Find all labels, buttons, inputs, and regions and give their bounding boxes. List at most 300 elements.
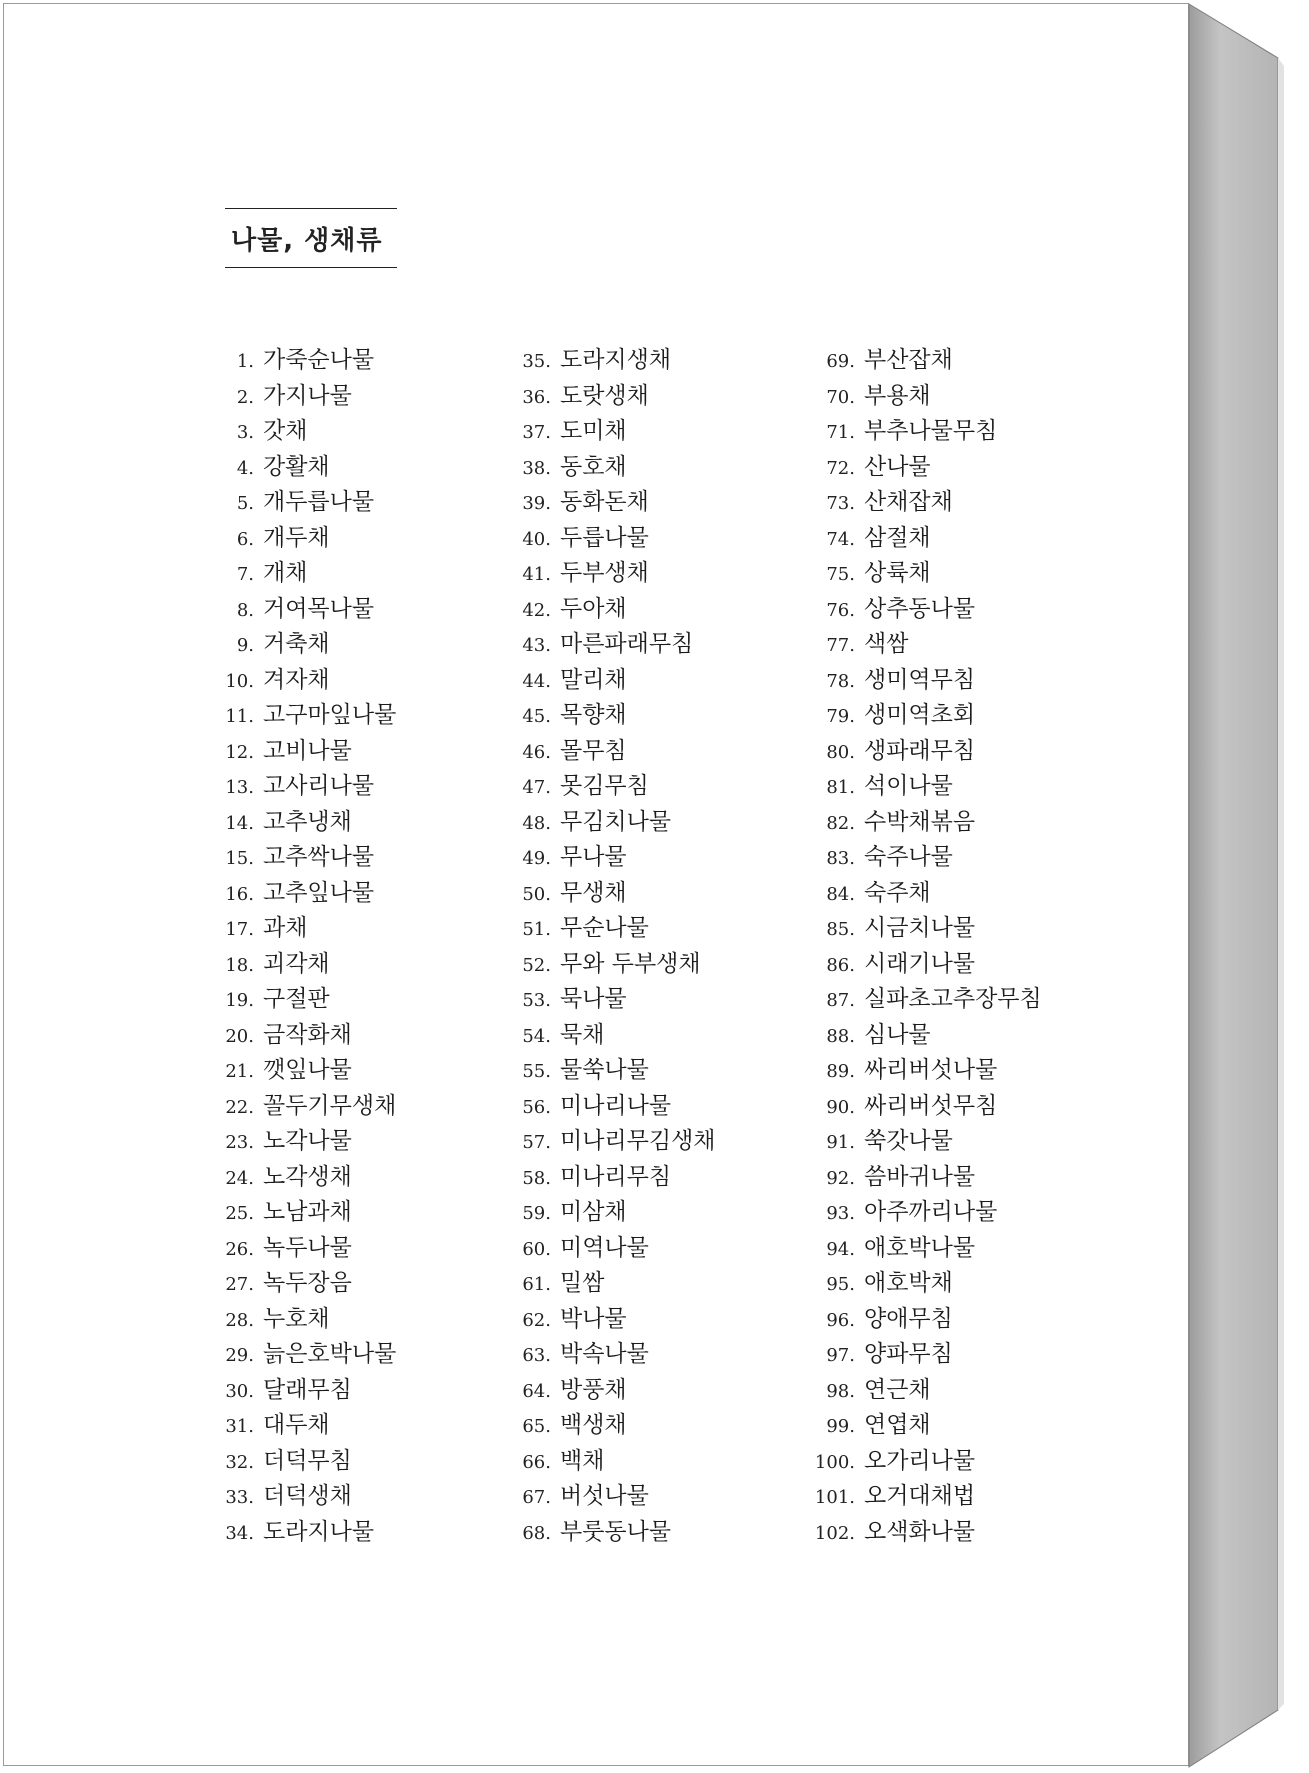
item-name: 고추잎나물 [263,879,375,906]
item-number: 41. [522,564,551,585]
item-name: 대두채 [263,1412,330,1438]
item-name: 동호채 [560,453,627,480]
item-name: 강활채 [263,453,330,480]
item-number: 91. [826,1132,855,1153]
item-name: 미삼채 [560,1199,627,1225]
list-item [215,521,396,557]
list-item [515,450,716,486]
item-number: 15. [225,848,254,869]
item-number: 6. [236,528,254,550]
item-number: 93. [826,1203,855,1224]
list-item [215,1231,396,1267]
item-name: 묵채 [560,1021,605,1048]
item-number: 20. [225,1025,254,1047]
list-item [515,592,716,628]
list-item [807,414,1042,450]
list-item [515,805,716,841]
item-name: 고구마잎나물 [263,702,397,728]
list-item [215,556,396,592]
item-number: 37. [522,422,551,443]
list-item [215,876,396,912]
item-name: 시래기나물 [864,950,976,977]
item-number: 16. [225,883,254,905]
item-name: 부산잡채 [864,347,953,373]
item-name: 실파초고추장무침 [864,986,1042,1012]
item-number: 99. [826,1416,855,1437]
item-number: 82. [826,812,855,834]
item-name: 깻잎나물 [263,1057,352,1083]
list-item [807,592,1042,628]
list-item [515,1266,716,1302]
item-number: 28. [225,1309,254,1331]
list-item [515,1053,716,1089]
list-item [515,627,716,663]
item-number: 30. [225,1380,254,1402]
item-name: 생미역초회 [864,702,976,728]
item-name: 고사리나물 [263,773,375,799]
item-name: 개두릅나물 [263,489,375,515]
item-number: 56. [522,1096,551,1118]
item-number: 81. [826,777,855,798]
list-item [807,1302,1042,1338]
list-item [215,592,396,628]
item-name: 미역나물 [560,1234,649,1261]
item-name: 녹두나물 [263,1234,352,1261]
list-item [515,414,716,450]
item-name: 무순나물 [560,915,649,941]
item-name: 늙은호박나물 [263,1341,397,1367]
list-item [515,1089,716,1125]
list-item [807,1408,1042,1444]
item-name: 도라지생채 [560,347,672,373]
item-number: 92. [826,1167,855,1189]
list-item [515,379,716,415]
item-number: 77. [826,635,855,656]
list-item [515,734,716,770]
list-item [515,1408,716,1444]
item-name: 박나물 [560,1305,627,1332]
item-number: 32. [225,1451,254,1473]
item-number: 34. [225,1522,254,1544]
list-item [215,840,396,876]
item-number: 62. [522,1309,551,1331]
item-number: 67. [522,1487,551,1508]
item-name: 상륙채 [864,560,931,586]
item-name: 무나물 [560,844,627,870]
item-name: 개채 [263,560,308,586]
item-name: 쑥갓나물 [864,1128,953,1154]
item-number: 46. [522,741,551,763]
list-item [215,1408,396,1444]
item-name: 고추냉채 [263,808,352,835]
item-name: 거여목나물 [263,595,375,622]
item-number: 94. [826,1238,855,1260]
item-name: 양애무침 [864,1305,953,1332]
list-item [515,1373,716,1409]
list-item [807,556,1042,592]
list-item [807,769,1042,805]
item-name: 몰무침 [560,737,627,764]
item-name: 백채 [560,1447,605,1474]
list-item [515,876,716,912]
item-number: 23. [225,1132,254,1153]
list-item [515,1515,716,1551]
list-item [807,485,1042,521]
list-item [215,1373,396,1409]
item-number: 11. [225,706,254,727]
item-number: 21. [225,1061,254,1082]
list-item [215,947,396,983]
list-item [215,1053,396,1089]
list-item [807,698,1042,734]
list-item [215,1089,396,1125]
item-number: 90. [826,1096,855,1118]
item-number: 69. [826,351,855,372]
item-name: 심나물 [864,1021,931,1048]
list-item [807,947,1042,983]
item-name: 더덕무침 [263,1447,352,1474]
item-name: 삼절채 [864,524,931,551]
item-name: 두부생채 [560,560,649,586]
item-name: 도랏생채 [560,382,649,409]
list-item [515,556,716,592]
item-number: 89. [826,1061,855,1082]
item-name: 연엽채 [864,1412,931,1438]
item-number: 84. [826,883,855,905]
list-item [515,485,716,521]
list-item [515,911,716,947]
item-name: 색쌈 [864,631,909,657]
item-name: 묵나물 [560,986,627,1012]
list-item [807,343,1042,379]
item-number: 61. [522,1274,551,1295]
item-name: 가지나물 [263,382,352,409]
list-item [215,1160,396,1196]
item-name: 오거대채법 [864,1483,976,1509]
item-name: 부추나물무침 [864,418,998,444]
item-number: 10. [225,670,254,692]
list-item [215,1124,396,1160]
list-item [215,1444,396,1480]
list-item [215,1479,396,1515]
item-number: 47. [522,777,551,798]
list-item [215,734,396,770]
item-number: 79. [826,706,855,727]
item-number: 14. [225,812,254,834]
item-number: 71. [826,422,855,443]
item-name: 오색화나물 [864,1518,976,1545]
item-name: 고비나물 [263,737,352,764]
list-item [215,1515,396,1551]
item-name: 갓채 [263,418,308,444]
item-number: 83. [826,848,855,869]
item-number: 40. [522,528,551,550]
list-item [215,698,396,734]
list-item [807,734,1042,770]
item-number: 80. [826,741,855,763]
item-name: 물쑥나물 [560,1057,649,1083]
list-item [807,1053,1042,1089]
item-number: 55. [522,1061,551,1082]
item-number: 72. [826,457,855,479]
list-item [515,1231,716,1267]
item-name: 미나리무김생채 [560,1128,716,1154]
list-item [215,1266,396,1302]
item-name: 오가리나물 [864,1447,976,1474]
item-number: 53. [522,990,551,1011]
item-number: 60. [522,1238,551,1260]
list-item [515,698,716,734]
item-name: 녹두장음 [263,1270,352,1296]
list-item [807,1231,1042,1267]
list-item [215,1337,396,1373]
recipe-column-2 [515,343,716,1550]
item-name: 동화돈채 [560,489,649,515]
item-number: 85. [826,919,855,940]
item-number: 2. [236,386,254,408]
item-name: 못김무침 [560,773,649,799]
item-number: 100. [814,1451,855,1473]
item-name: 석이나물 [864,773,953,799]
list-item [807,1160,1042,1196]
item-number: 4. [236,457,254,479]
item-name: 무와 두부생채 [560,950,701,977]
list-item [515,769,716,805]
list-item [215,911,396,947]
item-number: 87. [826,990,855,1011]
recipe-column-1 [215,343,396,1550]
item-name: 괴각채 [263,950,330,977]
list-item [215,1302,396,1338]
item-number: 98. [826,1380,855,1402]
item-number: 45. [522,706,551,727]
list-item [215,379,396,415]
item-name: 금작화채 [263,1021,352,1048]
list-item [515,1018,716,1054]
list-item [515,1444,716,1480]
list-item [807,450,1042,486]
item-number: 24. [225,1167,254,1189]
item-name: 마른파래무침 [560,631,694,657]
item-number: 76. [826,599,855,621]
list-item [215,982,396,1018]
item-name: 숙주나물 [864,844,953,870]
list-item [807,876,1042,912]
item-number: 63. [522,1345,551,1366]
item-number: 68. [522,1522,551,1544]
item-number: 86. [826,954,855,976]
item-number: 29. [225,1345,254,1366]
item-name: 거축채 [263,631,330,657]
item-number: 95. [826,1274,855,1295]
list-item [215,1018,396,1054]
item-name: 숙주채 [864,879,931,906]
item-name: 노각생채 [263,1163,352,1190]
item-name: 양파무침 [864,1341,953,1367]
item-number: 73. [826,493,855,514]
list-item [515,840,716,876]
item-name: 애호박나물 [864,1234,976,1261]
item-number: 13. [225,777,254,798]
list-item [515,1160,716,1196]
list-item [215,414,396,450]
list-item [807,1479,1042,1515]
item-name: 싸리버섯나물 [864,1057,998,1083]
list-item [515,1124,716,1160]
item-name: 무생채 [560,879,627,906]
item-number: 42. [522,599,551,621]
item-name: 가죽순나물 [263,347,375,373]
list-item [215,805,396,841]
item-number: 97. [826,1345,855,1366]
item-name: 도미채 [560,418,627,444]
item-name: 꼴두기무생채 [263,1092,397,1119]
list-item [215,485,396,521]
list-item [215,1195,396,1231]
list-item [807,627,1042,663]
list-item [515,1195,716,1231]
section-heading [225,208,397,268]
item-name: 아주까리나물 [864,1199,998,1225]
list-item [807,840,1042,876]
list-item [215,663,396,699]
list-item [807,1444,1042,1480]
item-number: 7. [236,564,254,585]
list-item [807,1337,1042,1373]
item-number: 52. [522,954,551,976]
item-number: 27. [225,1274,254,1295]
item-number: 48. [522,812,551,834]
item-number: 33. [225,1487,254,1508]
item-number: 25. [225,1203,254,1224]
item-number: 59. [522,1203,551,1224]
list-item [807,1124,1042,1160]
list-item [515,521,716,557]
item-name: 버섯나물 [560,1483,649,1509]
item-name: 고추싹나물 [263,844,375,870]
item-number: 44. [522,670,551,692]
list-item [515,1479,716,1515]
item-name: 미나리무침 [560,1163,672,1190]
item-name: 무김치나물 [560,808,672,835]
item-number: 8. [236,599,254,621]
item-name: 미나리나물 [560,1092,672,1119]
item-number: 9. [236,635,254,656]
list-item [515,947,716,983]
list-item [515,1302,716,1338]
item-number: 65. [522,1416,551,1437]
heading-bottom-rule [225,267,397,268]
item-number: 35. [522,351,551,372]
item-name: 산채잡채 [864,489,953,515]
list-item [807,1373,1042,1409]
list-item [215,343,396,379]
item-name: 부룻동나물 [560,1518,672,1545]
item-number: 39. [522,493,551,514]
item-name: 애호박채 [864,1270,953,1296]
item-number: 19. [225,990,254,1011]
item-name: 개두채 [263,524,330,551]
item-number: 54. [522,1025,551,1047]
item-number: 36. [522,386,551,408]
list-item [807,663,1042,699]
item-name: 부용채 [864,382,931,409]
list-item [807,379,1042,415]
item-name: 박속나물 [560,1341,649,1367]
item-name: 누호채 [263,1305,330,1332]
item-number: 26. [225,1238,254,1260]
item-name: 연근채 [864,1376,931,1403]
item-number: 31. [225,1416,254,1437]
recipe-column-3 [807,343,1042,1550]
item-number: 70. [826,386,855,408]
item-name: 씀바귀나물 [864,1163,976,1190]
item-number: 17. [225,919,254,940]
item-number: 49. [522,848,551,869]
list-item [215,627,396,663]
item-name: 두릅나물 [560,524,649,551]
item-number: 57. [522,1132,551,1153]
item-number: 3. [236,422,254,443]
list-item [807,1266,1042,1302]
section-title: 나물, 생채류 [231,226,383,256]
item-number: 74. [826,528,855,550]
item-number: 12. [225,741,254,763]
item-number: 96. [826,1309,855,1331]
item-name: 도라지나물 [263,1518,375,1545]
item-number: 102. [814,1522,855,1544]
item-number: 66. [522,1451,551,1473]
item-number: 1. [236,351,254,372]
list-item [515,1337,716,1373]
item-name: 구절판 [263,986,330,1012]
item-name: 두아채 [560,595,627,622]
item-name: 밀쌈 [560,1270,605,1296]
list-item [807,521,1042,557]
item-name: 산나물 [864,453,931,480]
item-number: 75. [826,564,855,585]
item-name: 수박채볶음 [864,808,976,835]
list-item [807,1515,1042,1551]
item-number: 50. [522,883,551,905]
list-item [515,982,716,1018]
item-number: 58. [522,1167,551,1189]
list-item [807,1089,1042,1125]
list-item [215,769,396,805]
item-number: 101. [814,1487,855,1508]
item-name: 생파래무침 [864,737,976,764]
item-name: 상추동나물 [864,595,976,622]
item-number: 64. [522,1380,551,1402]
item-number: 88. [826,1025,855,1047]
list-item [215,450,396,486]
list-item [515,663,716,699]
item-name: 과채 [263,915,308,941]
item-name: 싸리버섯무침 [864,1092,998,1119]
item-number: 22. [225,1096,254,1118]
item-number: 5. [236,493,254,514]
item-name: 달래무침 [263,1376,352,1403]
item-name: 노각나물 [263,1128,352,1154]
item-name: 목향채 [560,702,627,728]
list-item [807,982,1042,1018]
item-name: 백생채 [560,1412,627,1438]
item-number: 51. [522,919,551,940]
item-name: 노남과채 [263,1199,352,1225]
item-number: 78. [826,670,855,692]
item-number: 18. [225,954,254,976]
item-name: 겨자채 [263,666,330,693]
